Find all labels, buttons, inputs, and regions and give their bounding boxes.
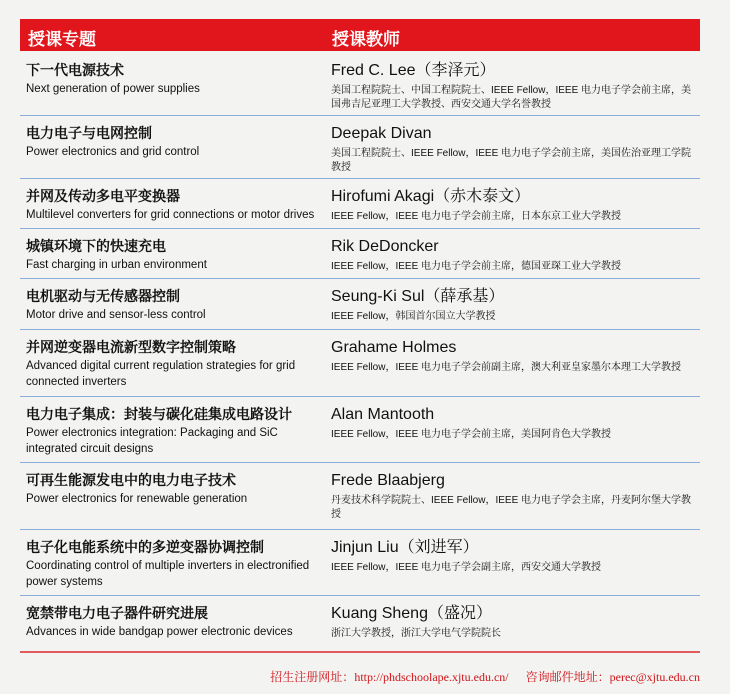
topic-en: Multilevel converters for grid connections or motor drives (26, 209, 315, 221)
teacher-desc: 浙江大学教授，浙江大学电气学院院长 (331, 628, 501, 639)
topic-en: Next generation of power supplies (26, 83, 200, 95)
teacher-name: Deepak Divan (331, 125, 432, 142)
teacher-name: Frede Blaabjerg (331, 472, 445, 489)
topic-en: Advanced digital current regulation strategies for grid connected inverters (26, 360, 296, 388)
table-header (20, 19, 700, 51)
topic-en: Power electronics and grid control (26, 146, 200, 158)
reg-url-link[interactable]: http://phdschoolape.xjtu.edu.cn/ (354, 670, 509, 684)
header-topic: 授课专题 (28, 30, 96, 49)
topic-zh: 并网逆变器电流新型数字控制策略 (26, 339, 236, 355)
table-row (20, 279, 700, 330)
teacher-name: Jinjun Liu（刘进军） (331, 539, 479, 556)
table-row (20, 330, 700, 397)
course-table (20, 53, 700, 653)
teacher-desc: 美国工程院院士、IEEE Fellow，IEEE 电力电子学会前主席，美国佐治亚理工学院教授 (331, 148, 692, 173)
teacher-name: Grahame Holmes (331, 339, 457, 356)
teacher-name: Seung-Ki Sul（薛承基） (331, 288, 505, 305)
table-row (20, 179, 700, 229)
table-row (20, 229, 700, 279)
topic-en: Fast charging in urban environment (26, 259, 207, 271)
table-row (20, 530, 700, 596)
mail-link[interactable]: perec@xjtu.edu.cn (609, 670, 700, 684)
teacher-name: Hirofumi Akagi（赤木泰文） (331, 188, 531, 205)
topic-en: Coordinating control of multiple inverters in electronified power systems (26, 560, 310, 588)
topic-en: Motor drive and sensor-less control (26, 309, 206, 321)
topic-zh: 宽禁带电力电子器件研究进展 (26, 605, 208, 621)
teacher-desc: IEEE Fellow，韩国首尔国立大学教授 (331, 311, 496, 322)
topic-en: Advances in wide bandgap power electronic devices (26, 626, 293, 638)
table-row (20, 116, 700, 179)
header-teacher: 授课教师 (332, 30, 400, 49)
teacher-desc: 美国工程院院士、中国工程院院士、IEEE Fellow，IEEE 电力电子学会前主席，美国弗吉尼亚理工大学教授、西安交通大学名誉教授 (331, 85, 692, 110)
topic-zh: 下一代电源技术 (26, 62, 124, 78)
topic-en: Power electronics for renewable generation (26, 493, 248, 505)
teacher-name: Alan Mantooth (331, 406, 435, 423)
teacher-name: Kuang Sheng（盛况） (331, 605, 492, 622)
teacher-name: Fred C. Lee（李泽元） (331, 62, 496, 79)
topic-zh: 可再生能源发电中的电力电子技术 (26, 472, 236, 488)
table-row (20, 596, 700, 653)
teacher-desc: IEEE Fellow，IEEE 电力电子学会前主席，美国阿肯色大学教授 (331, 429, 612, 440)
reg-label: 招生注册网址： (270, 670, 355, 684)
teacher-desc: 丹麦技术科学院院士、IEEE Fellow，IEEE 电力电子学会主席，丹麦阿尔堡大学教授 (331, 495, 692, 520)
teacher-desc: IEEE Fellow，IEEE 电力电子学会前主席，德国亚琛工业大学教授 (331, 261, 622, 272)
topic-zh: 电力电子与电网控制 (26, 125, 152, 141)
topic-en: Power electronics integration: Packaging and SiC integrated circuit designs (26, 427, 278, 455)
table-row (20, 397, 700, 463)
topic-zh: 城镇环境下的快速充电 (26, 238, 166, 254)
teacher-desc: IEEE Fellow，IEEE 电力电子学会前主席，日本东京工业大学教授 (331, 211, 622, 222)
topic-zh: 电机驱动与无传感器控制 (26, 288, 180, 304)
teacher-desc: IEEE Fellow，IEEE 电力电子学会副主席，西安交通大学教授 (331, 562, 602, 573)
table-row (20, 463, 700, 530)
topic-zh: 电子化电能系统中的多逆变器协调控制 (26, 539, 264, 555)
table-row (20, 53, 700, 116)
footer (256, 668, 700, 685)
mail-label: 咨询邮件地址： (525, 670, 610, 684)
teacher-name: Rik DeDoncker (331, 238, 439, 255)
topic-zh: 并网及传动多电平变换器 (26, 188, 180, 204)
teacher-desc: IEEE Fellow，IEEE 电力电子学会前副主席，澳大利亚皇家墨尔本理工大学教授 (331, 362, 682, 373)
topic-zh: 电力电子集成：封装与碳化硅集成电路设计 (26, 406, 292, 422)
